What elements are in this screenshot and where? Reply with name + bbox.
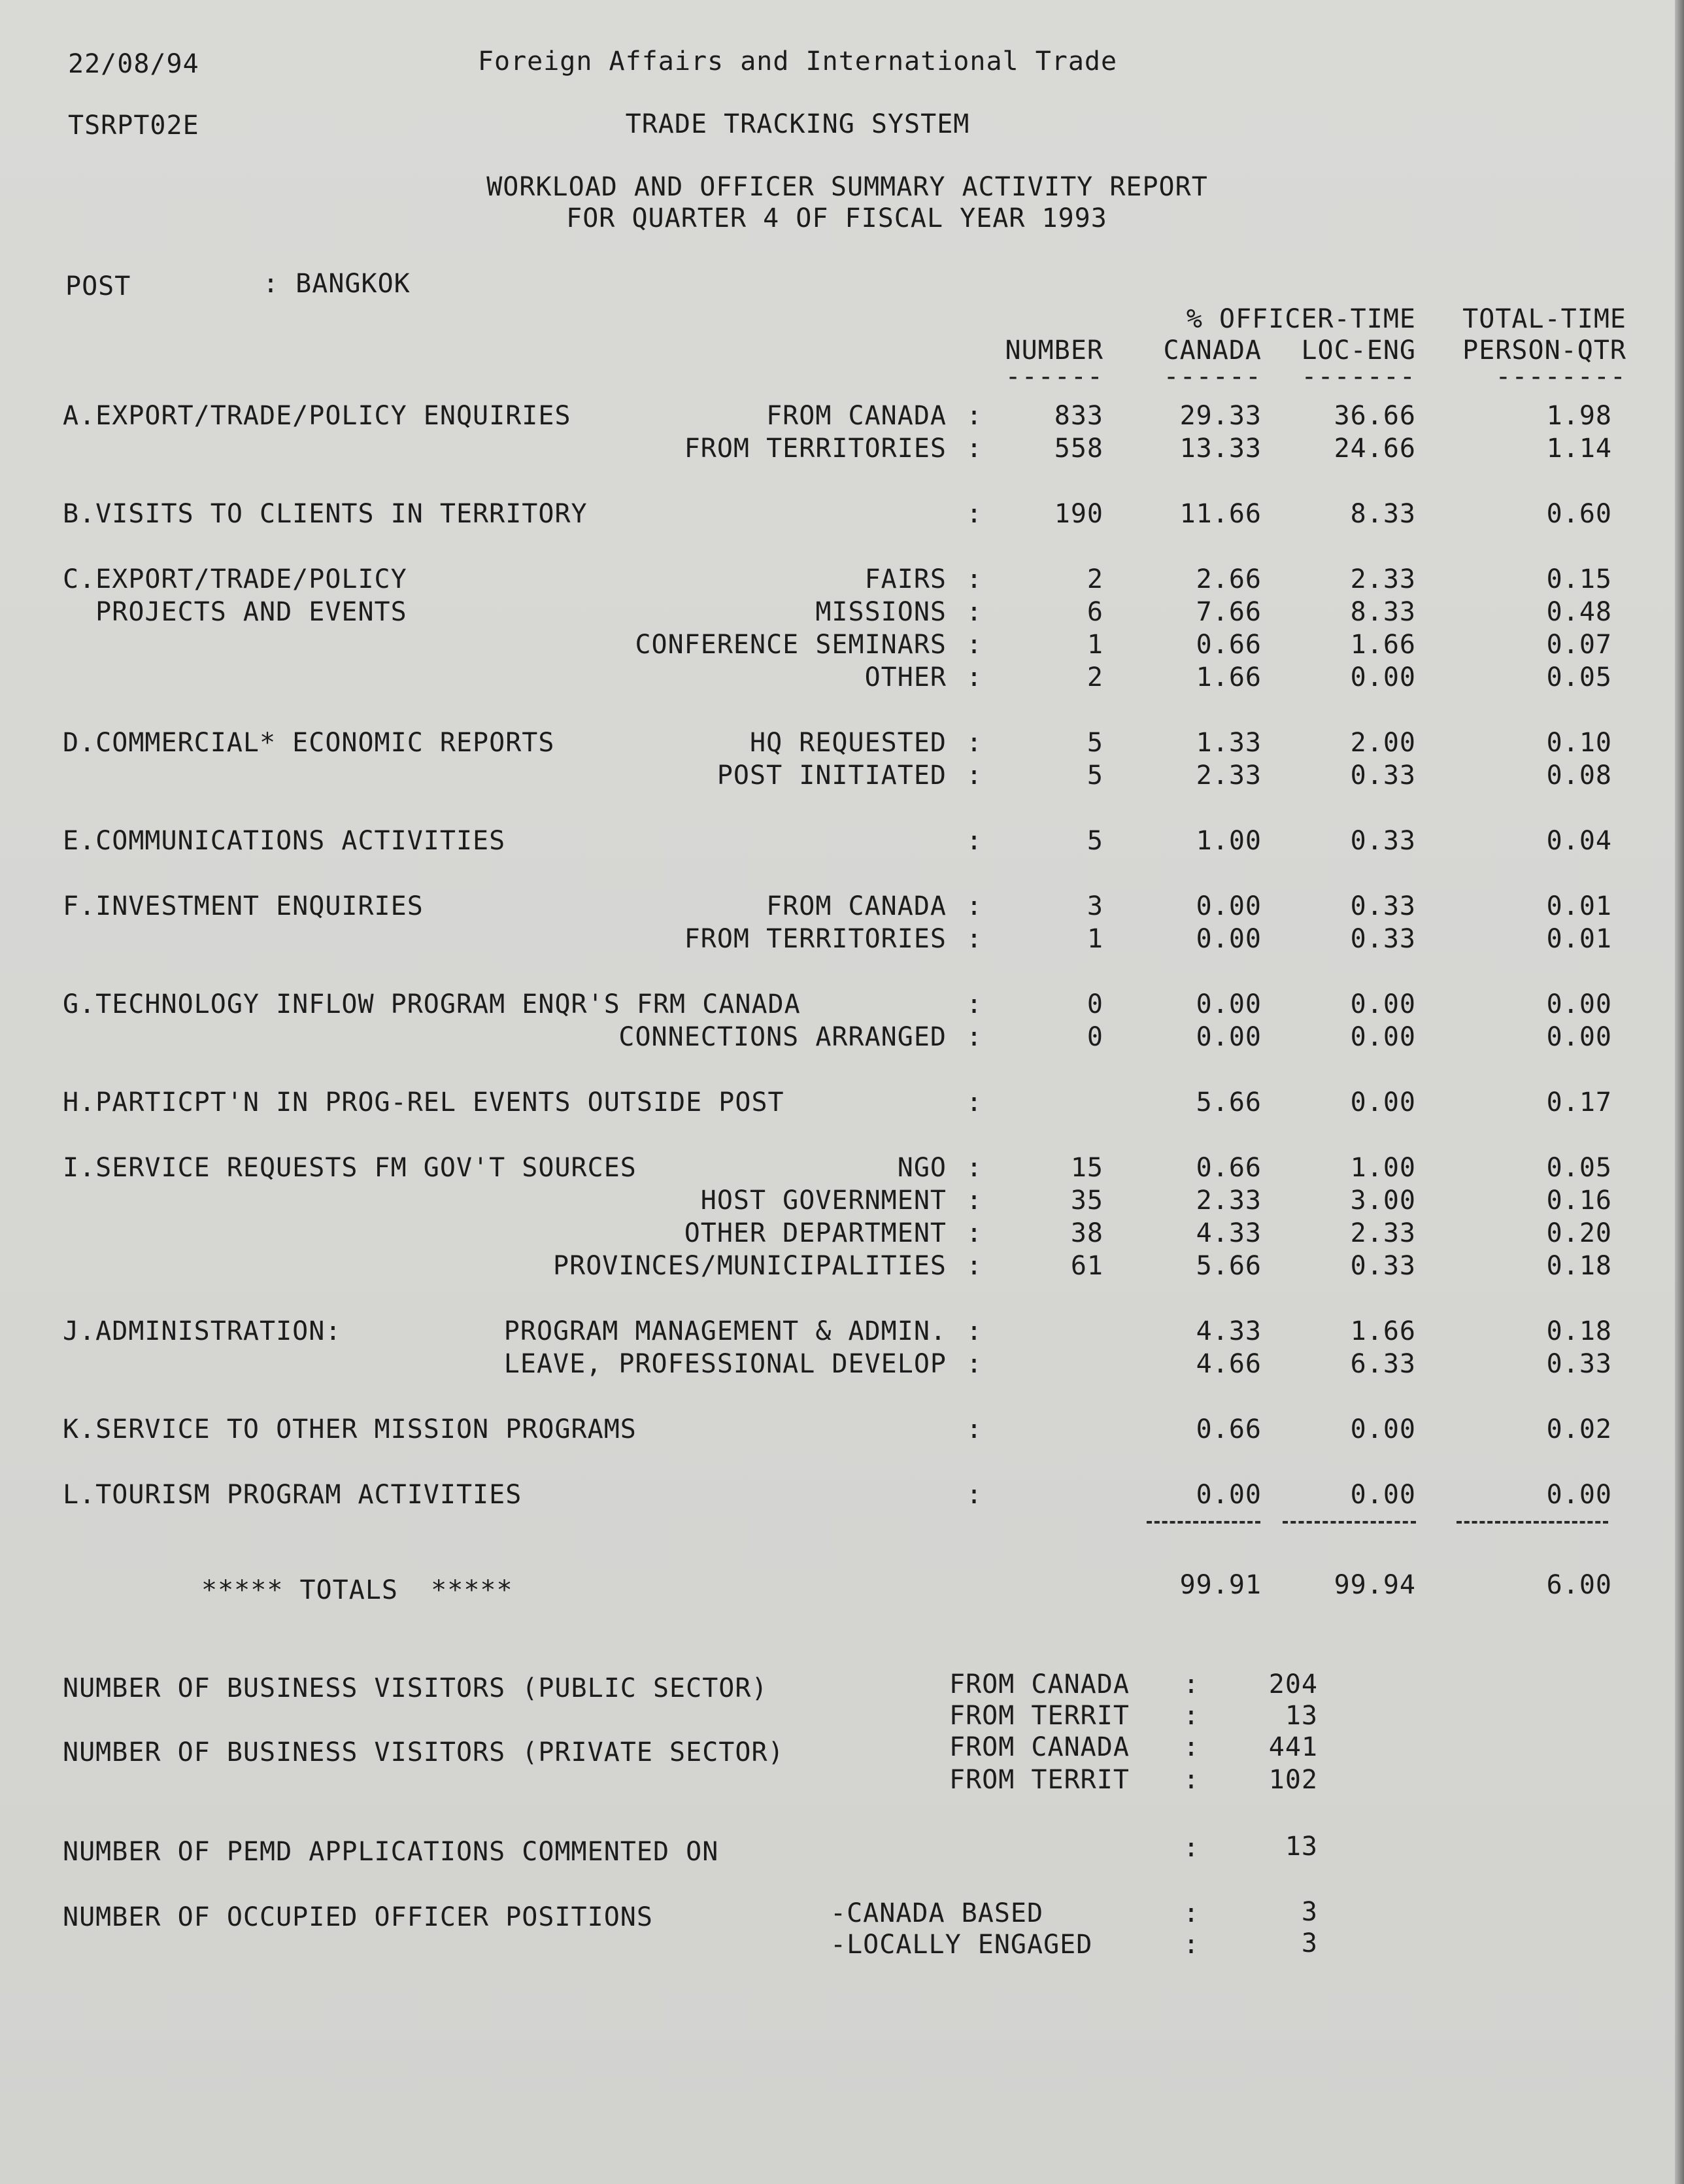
row-label: A.EXPORT/TRADE/POLICY ENQUIRIES [63, 401, 571, 431]
header-rule: ------ [1163, 362, 1262, 392]
row-canada-pct: 0.66 [1196, 1153, 1262, 1183]
colon: : [966, 630, 983, 660]
row-label: H.PARTICPT'N IN PROG-REL EVENTS OUTSIDE POST [63, 1087, 784, 1118]
row-canada-pct: 4.66 [1196, 1349, 1262, 1379]
colon: : [966, 1316, 983, 1346]
row-person-qtr: 0.60 [1546, 499, 1612, 529]
row-number: 833 [1054, 401, 1103, 431]
row-person-qtr: 0.20 [1546, 1218, 1612, 1248]
row-number: 35 [1070, 1186, 1103, 1216]
row-number: 558 [1054, 434, 1103, 464]
colon: : [966, 564, 983, 594]
row-canada-pct: 0.66 [1196, 1414, 1262, 1444]
row-person-qtr: 0.08 [1546, 760, 1612, 791]
row-loceng-pct: 0.00 [1350, 1414, 1416, 1444]
row-canada-pct: 4.33 [1196, 1316, 1262, 1346]
row-number: 15 [1070, 1153, 1103, 1183]
colon: : [966, 597, 983, 627]
row-canada-pct: 1.00 [1196, 826, 1262, 856]
row-loceng-pct: 3.00 [1350, 1186, 1416, 1216]
header-rule: ------ [1005, 362, 1103, 392]
row-person-qtr: 1.98 [1546, 401, 1612, 431]
row-canada-pct: 29.33 [1179, 401, 1262, 431]
canada-based-value: 3 [1301, 1897, 1318, 1927]
row-canada-pct: 5.66 [1196, 1251, 1262, 1281]
row-number: 5 [1086, 760, 1103, 791]
row-sublabel: OTHER [864, 662, 947, 692]
row-person-qtr: 0.05 [1546, 1153, 1612, 1183]
row-loceng-pct: 0.00 [1350, 989, 1416, 1019]
report-subtitle: FOR QUARTER 4 OF FISCAL YEAR 1993 [566, 203, 1107, 233]
row-loceng-pct: 0.33 [1350, 760, 1416, 791]
row-sublabel: FAIRS [864, 564, 947, 594]
row-sublabel: FROM TERRITORIES [684, 924, 947, 954]
colon: : [966, 1414, 983, 1444]
colon: : [1183, 1833, 1200, 1863]
row-person-qtr: 0.01 [1546, 924, 1612, 954]
from-canada-label: FROM CANADA [949, 1669, 1130, 1699]
colon: : [966, 989, 983, 1019]
row-canada-pct: 2.66 [1196, 564, 1262, 594]
positions-label: NUMBER OF OCCUPIED OFFICER POSITIONS [63, 1902, 653, 1932]
row-sublabel: HQ REQUESTED [750, 728, 947, 758]
row-loceng-pct: 1.00 [1350, 1153, 1416, 1183]
row-sublabel: HOST GOVERNMENT [700, 1186, 947, 1216]
row-person-qtr: 0.05 [1546, 662, 1612, 692]
row-person-qtr: 0.01 [1546, 891, 1612, 921]
row-loceng-pct: 0.00 [1350, 1480, 1416, 1510]
row-loceng-pct: 0.33 [1350, 891, 1416, 921]
row-loceng-pct: 0.33 [1350, 1251, 1416, 1281]
public-territ-value: 13 [1285, 1701, 1318, 1731]
colon: : [966, 924, 983, 954]
row-canada-pct: 0.66 [1196, 630, 1262, 660]
totals-rule [1283, 1521, 1416, 1524]
colon: : [966, 760, 983, 791]
system-name: TRADE TRACKING SYSTEM [625, 109, 970, 139]
canada-based-label: -CANADA BASED [830, 1898, 1044, 1928]
colon: : [966, 434, 983, 464]
row-label: J.ADMINISTRATION: [63, 1316, 342, 1346]
from-territ-label: FROM TERRIT [949, 1765, 1130, 1795]
row-sublabel: POST INITIATED [716, 760, 947, 791]
row-label: B.VISITS TO CLIENTS IN TERRITORY [63, 499, 588, 529]
public-canada-value: 204 [1268, 1669, 1318, 1699]
row-canada-pct: 0.00 [1196, 891, 1262, 921]
row-loceng-pct: 36.66 [1334, 401, 1416, 431]
colon: : [1183, 1930, 1200, 1960]
public-visitors-label: NUMBER OF BUSINESS VISITORS (PUBLIC SECTOR) [63, 1673, 768, 1703]
row-loceng-pct: 8.33 [1350, 597, 1416, 627]
row-person-qtr: 0.00 [1546, 1022, 1612, 1052]
row-person-qtr: 0.18 [1546, 1251, 1612, 1281]
row-person-qtr: 0.07 [1546, 630, 1612, 660]
row-number: 2 [1086, 564, 1103, 594]
row-number: 0 [1086, 1022, 1103, 1052]
department-name: Foreign Affairs and International Trade [477, 46, 1118, 77]
row-person-qtr: 0.18 [1546, 1316, 1612, 1346]
colon: : [966, 1022, 983, 1052]
row-person-qtr: 1.14 [1546, 434, 1612, 464]
row-canada-pct: 0.00 [1196, 1480, 1262, 1510]
row-loceng-pct: 8.33 [1350, 499, 1416, 529]
row-person-qtr: 0.00 [1546, 989, 1612, 1019]
totals-canada: 99.91 [1179, 1570, 1262, 1600]
row-canada-pct: 5.66 [1196, 1087, 1262, 1118]
locally-engaged-value: 3 [1301, 1928, 1318, 1958]
totals-rule [1147, 1521, 1260, 1524]
row-loceng-pct: 2.00 [1350, 728, 1416, 758]
report-id: TSRPT02E [68, 111, 199, 141]
header-rule: -------- [1495, 362, 1626, 392]
row-loceng-pct: 0.00 [1350, 1087, 1416, 1118]
row-person-qtr: 0.16 [1546, 1186, 1612, 1216]
colon: : [1183, 1898, 1200, 1928]
row-loceng-pct: 2.33 [1350, 1218, 1416, 1248]
row-person-qtr: 0.48 [1546, 597, 1612, 627]
row-number: 5 [1086, 728, 1103, 758]
totals-loceng: 99.94 [1334, 1570, 1416, 1600]
row-loceng-pct: 24.66 [1334, 434, 1416, 464]
row-number: 6 [1086, 597, 1103, 627]
row-sublabel: PROVINCES/MUNICIPALITIES [553, 1251, 947, 1281]
row-label: C.EXPORT/TRADE/POLICY [63, 564, 407, 594]
row-label: F.INVESTMENT ENQUIRIES [63, 891, 424, 921]
row-number: 2 [1086, 662, 1103, 692]
row-canada-pct: 2.33 [1196, 760, 1262, 791]
row-number: 1 [1086, 924, 1103, 954]
private-territ-value: 102 [1268, 1765, 1318, 1795]
personqtr-col-header: PERSON-QTR [1462, 335, 1626, 366]
row-number: 61 [1070, 1251, 1103, 1281]
colon: : [1183, 1765, 1200, 1795]
row-sublabel: NGO [897, 1153, 947, 1183]
row-label: G.TECHNOLOGY INFLOW PROGRAM ENQR'S FRM CANADA [63, 989, 801, 1019]
pemd-value: 13 [1285, 1832, 1318, 1862]
row-loceng-pct: 1.66 [1350, 1316, 1416, 1346]
row-sublabel: PROGRAM MANAGEMENT & ADMIN. [503, 1316, 947, 1346]
row-number: 38 [1070, 1218, 1103, 1248]
row-loceng-pct: 0.33 [1350, 826, 1416, 856]
row-canada-pct: 0.00 [1196, 989, 1262, 1019]
colon: : [966, 826, 983, 856]
totals-label: ***** TOTALS ***** [201, 1575, 513, 1605]
report-title: WORKLOAD AND OFFICER SUMMARY ACTIVITY REPORT [486, 172, 1208, 202]
private-visitors-label: NUMBER OF BUSINESS VISITORS (PRIVATE SECTOR) [63, 1737, 784, 1767]
row-sublabel: OTHER DEPARTMENT [684, 1218, 947, 1248]
row-person-qtr: 0.15 [1546, 564, 1612, 594]
row-sublabel: FROM CANADA [766, 401, 947, 431]
colon: : [966, 728, 983, 758]
locally-engaged-label: -LOCALLY ENGAGED [830, 1930, 1093, 1960]
row-loceng-pct: 2.33 [1350, 564, 1416, 594]
report-date: 22/08/94 [68, 49, 199, 79]
pct-officer-time-header: % OFFICER-TIME [1186, 304, 1416, 334]
row-person-qtr: 0.10 [1546, 728, 1612, 758]
row-label: L.TOURISM PROGRAM ACTIVITIES [63, 1480, 522, 1510]
row-canada-pct: 4.33 [1196, 1218, 1262, 1248]
row-loceng-pct: 6.33 [1350, 1349, 1416, 1379]
colon: : [1183, 1732, 1200, 1762]
row-loceng-pct: 0.33 [1350, 924, 1416, 954]
row-canada-pct: 0.00 [1196, 924, 1262, 954]
row-canada-pct: 7.66 [1196, 597, 1262, 627]
row-canada-pct: 13.33 [1179, 434, 1262, 464]
colon: : [966, 1153, 983, 1183]
row-number: 1 [1086, 630, 1103, 660]
colon: : [966, 662, 983, 692]
number-col-header: NUMBER [1005, 335, 1103, 366]
row-canada-pct: 0.00 [1196, 1022, 1262, 1052]
row-canada-pct: 1.66 [1196, 662, 1262, 692]
row-sublabel: FROM CANADA [766, 891, 947, 921]
colon: : [966, 499, 983, 529]
total-time-header: TOTAL-TIME [1462, 304, 1626, 334]
colon: : [966, 1186, 983, 1216]
row-loceng-pct: 0.00 [1350, 1022, 1416, 1052]
row-person-qtr: 0.04 [1546, 826, 1612, 856]
row-number: 3 [1086, 891, 1103, 921]
canada-col-header: CANADA [1163, 335, 1262, 366]
row-loceng-pct: 0.00 [1350, 662, 1416, 692]
row-label: PROJECTS AND EVENTS [63, 597, 407, 627]
row-label: E.COMMUNICATIONS ACTIVITIES [63, 826, 506, 856]
post-label: POST [65, 271, 131, 301]
row-sublabel: LEAVE, PROFESSIONAL DEVELOP [503, 1349, 947, 1379]
row-number: 5 [1086, 826, 1103, 856]
row-canada-pct: 1.33 [1196, 728, 1262, 758]
row-label: D.COMMERCIAL* ECONOMIC REPORTS [63, 728, 555, 758]
colon: : [966, 1251, 983, 1281]
private-canada-value: 441 [1268, 1732, 1318, 1762]
colon: : [966, 891, 983, 921]
from-territ-label: FROM TERRIT [949, 1701, 1130, 1731]
loceng-col-header: LOC-ENG [1301, 335, 1416, 366]
colon: : [966, 1349, 983, 1379]
row-sublabel: MISSIONS [815, 597, 947, 627]
post-value: : BANGKOK [263, 269, 411, 299]
row-number: 0 [1086, 989, 1103, 1019]
colon: : [966, 401, 983, 431]
pemd-label: NUMBER OF PEMD APPLICATIONS COMMENTED ON [63, 1837, 719, 1867]
from-canada-label: FROM CANADA [949, 1732, 1130, 1762]
row-sublabel: CONFERENCE SEMINARS [635, 630, 947, 660]
row-person-qtr: 0.17 [1546, 1087, 1612, 1118]
row-sublabel: CONNECTIONS ARRANGED [618, 1022, 947, 1052]
row-canada-pct: 11.66 [1179, 499, 1262, 529]
row-label: I.SERVICE REQUESTS FM GOV'T SOURCES [63, 1153, 637, 1183]
row-number: 190 [1054, 499, 1103, 529]
colon: : [966, 1480, 983, 1510]
totals-rule [1457, 1521, 1608, 1524]
colon: : [966, 1218, 983, 1248]
row-label: K.SERVICE TO OTHER MISSION PROGRAMS [63, 1414, 637, 1444]
row-person-qtr: 0.00 [1546, 1480, 1612, 1510]
colon: : [1183, 1669, 1200, 1699]
colon: : [1183, 1701, 1200, 1731]
row-person-qtr: 0.02 [1546, 1414, 1612, 1444]
header-rule: ------- [1301, 362, 1416, 392]
totals-personqtr: 6.00 [1546, 1570, 1612, 1600]
row-sublabel: FROM TERRITORIES [684, 434, 947, 464]
row-loceng-pct: 1.66 [1350, 630, 1416, 660]
row-person-qtr: 0.33 [1546, 1349, 1612, 1379]
colon: : [966, 1087, 983, 1118]
row-canada-pct: 2.33 [1196, 1186, 1262, 1216]
